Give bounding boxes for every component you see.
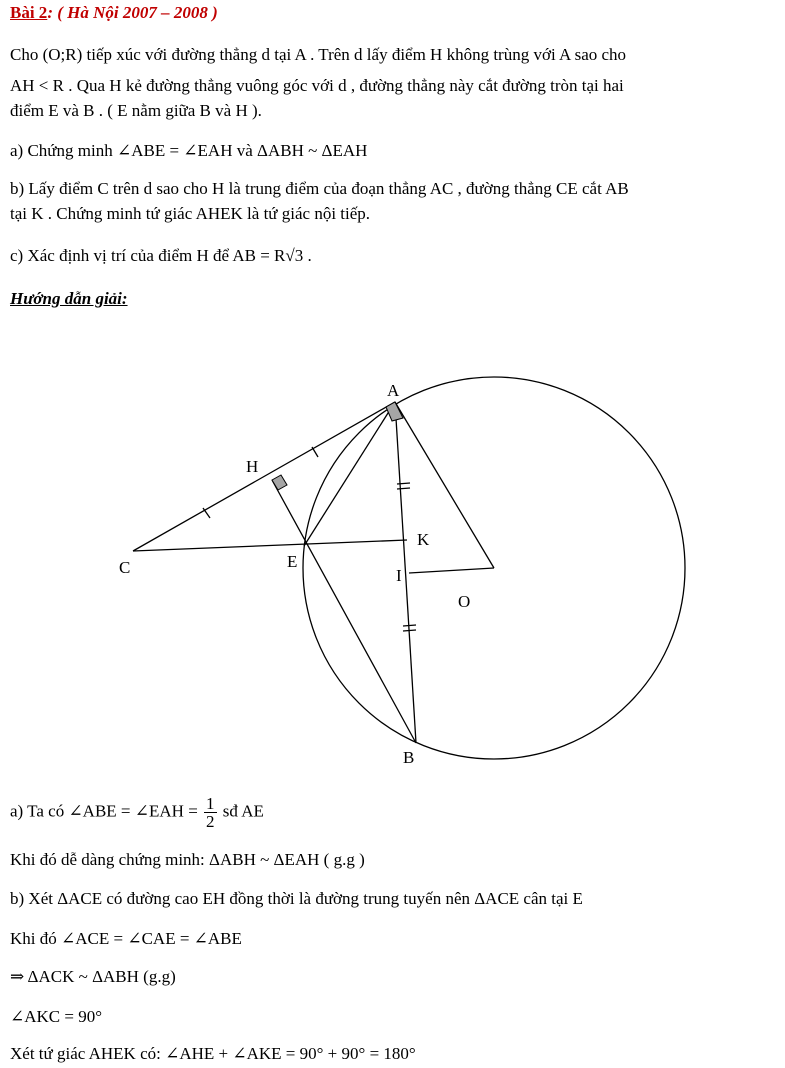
problem-source: : ( Hà Nội 2007 – 2008 ) [47, 3, 218, 22]
guide-heading: Hướng dẫn giải: [10, 289, 128, 308]
tick-ai-1 [397, 483, 410, 484]
line-ck [133, 540, 407, 551]
solution-a-prefix: a) Ta có ∠ABE = ∠EAH = [10, 801, 198, 821]
solution-a-suffix: sđ AE [222, 801, 264, 821]
line-ca [133, 402, 395, 551]
solution-line: Khi đó ∠ACE = ∠CAE = ∠ABE [10, 929, 242, 948]
solution-line: Xét tứ giác AHEK có: ∠AHE + ∠AKE = 90° + 90° = 180° [10, 1044, 416, 1063]
label-e: E [287, 552, 298, 571]
label-h: H [246, 457, 259, 476]
label-b: B [403, 748, 415, 767]
solution-line: ⇒ ΔACK ~ ΔABH (g.g) [10, 967, 176, 986]
solution-line: b) Xét ΔACE có đường cao EH đồng thời là đường trung tuyến nên ΔACE cân tại E [10, 889, 583, 908]
problem-line: AH < R . Qua H kẻ đường thẳng vuông góc với d , đường thẳng này cắt đường tròn tại hai [10, 76, 624, 95]
label-a: A [387, 381, 400, 400]
tick-ib-2 [403, 630, 416, 631]
problem-line: Cho (O;R) tiếp xúc với đường thẳng d tại A . Trên d lấy điểm H không trùng với A sao cho [10, 45, 627, 64]
line-ae [304, 402, 395, 546]
solution-line: ∠AKC = 90° [10, 1007, 103, 1026]
line-hb [272, 480, 416, 743]
part-a-question: a) Chứng minh ∠ABE = ∠EAH và ΔABH ~ ΔEAH [10, 141, 368, 160]
line-ao [395, 402, 494, 568]
solution-a [10, 795, 264, 830]
solution-line: Khi đó dễ dàng chứng minh: ΔABH ~ ΔEAH ( g.g ) [10, 850, 365, 869]
fraction-numerator: 1 [206, 794, 215, 813]
part-b-question: b) Lấy điểm C trên d sao cho H là trung điểm của đoạn thẳng AC , đường thẳng CE cắt AB [10, 179, 629, 198]
label-c: C [119, 558, 131, 577]
part-c-question: c) Xác định vị trí của điểm H để AB = R√3 . [10, 246, 312, 265]
tick-ib-1 [403, 625, 416, 626]
right-angle-h [272, 475, 287, 490]
fraction-one-half [204, 795, 217, 830]
problem-number: Bài 2 [10, 3, 48, 22]
label-o: O [458, 592, 471, 611]
tick-ha [312, 447, 318, 457]
problem-line: điểm E và B . ( E nằm giữa B và H ). [10, 101, 262, 120]
label-k: K [417, 530, 430, 549]
fraction-denominator: 2 [206, 812, 215, 831]
label-i: I [396, 566, 402, 585]
tick-ai-2 [397, 488, 410, 489]
part-b-question-cont: tại K . Chứng minh tứ giác AHEK là tứ giác nội tiếp. [10, 204, 371, 223]
line-io [409, 568, 494, 573]
